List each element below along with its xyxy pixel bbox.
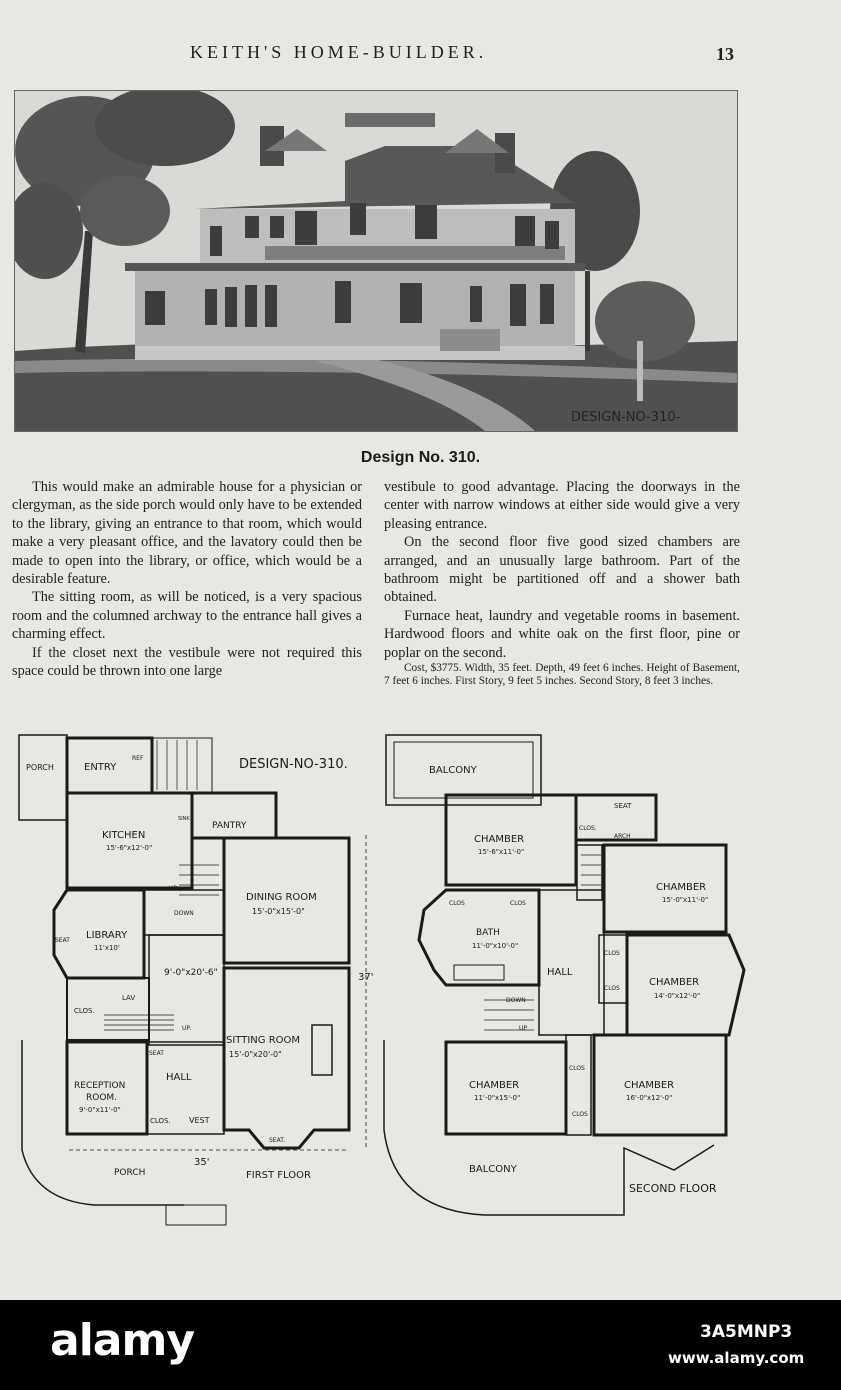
room-dimension: 11'x10': [94, 944, 120, 952]
paragraph: On the second floor five good sized chambers are arranged, and an unusually large bathroom. Part of the bathroom might be partitioned off and a shower bath obtained.: [384, 534, 740, 606]
room-label: SITTING ROOM: [226, 1035, 301, 1046]
room-label: HALL: [166, 1072, 192, 1083]
room-dimension: 11'-0"x10'-0": [472, 942, 519, 950]
room-label: DOWN: [174, 910, 194, 917]
room-label: BALCONY: [429, 765, 477, 776]
room-label: CLOS.: [579, 825, 597, 832]
design-label: DESIGN-NO-310.: [239, 757, 348, 772]
room-label: CLOS: [449, 900, 465, 907]
room-label: UP: [519, 1025, 528, 1032]
room-label: DINING ROOM: [246, 892, 317, 903]
room-label: CLOS: [572, 1111, 588, 1118]
room-label: SINK: [178, 816, 190, 822]
room-label: PORCH: [26, 763, 54, 772]
room-label: CHAMBER: [649, 977, 700, 988]
illustration-caption: DESIGN-NO-310-: [571, 410, 681, 425]
room-dimension: 15'-0"x20'-0": [229, 1050, 282, 1059]
site-url-link[interactable]: www.alamy.com: [668, 1349, 805, 1367]
brand-logo[interactable]: alamy: [50, 1315, 194, 1366]
paragraph: vestibule to good advantage. Placing the doorways in the center with narrow windows at either side would give a very pleasing entrance.: [384, 479, 740, 532]
room-label: CLOS: [569, 1065, 585, 1072]
room-label: SEAT.: [269, 1137, 286, 1144]
room-label: HALL: [547, 967, 573, 978]
room-label: CHAMBER: [624, 1080, 675, 1091]
room-label: SEAT: [55, 937, 70, 944]
room-label: LAV: [122, 994, 136, 1002]
text-column-left: [12, 478, 362, 680]
room-label: CHAMBER: [656, 882, 707, 893]
paragraph: Furnace heat, laundry and vegetable rooms in basement. Hardwood floors and white oak on the first floor, pine or poplar on the second.: [384, 607, 740, 661]
room-label: DOWN: [506, 997, 526, 1004]
design-heading: Design No. 310.: [360, 449, 481, 466]
room-label: VEST: [189, 1116, 210, 1125]
room-label: LIBRARY: [86, 930, 128, 941]
floor-title: SECOND FLOOR: [629, 1182, 717, 1195]
floor-plans: [14, 730, 759, 1230]
room-label: BATH: [476, 928, 500, 938]
room-label: CHAMBER: [474, 834, 525, 845]
room-dimension: 16'-0"x12'-0": [626, 1094, 673, 1102]
page-number: 13: [716, 44, 734, 64]
depth-dimension: 37': [358, 972, 374, 983]
room-dimension: 9'-0"x20'-6": [164, 968, 218, 978]
room-dimension: 15'-6"x12'-0": [106, 844, 153, 852]
room-label: ROOM.: [86, 1093, 118, 1103]
room-label: RECEPTION: [74, 1081, 126, 1091]
room-label: PANTRY: [212, 821, 247, 831]
room-label: SEAT: [614, 802, 632, 810]
running-header: KEITH'S HOME-BUILDER.: [190, 42, 488, 62]
paragraph: If the closet next the vestibule were not required this space could be thrown into one large: [12, 644, 362, 680]
room-dimension: 11'-0"x15'-0": [474, 1094, 521, 1102]
room-label: KITCHEN: [102, 830, 146, 841]
floor-title: FIRST FLOOR: [246, 1170, 311, 1181]
room-label: CLOS: [604, 985, 620, 992]
room-label: ENTRY: [84, 762, 117, 773]
text-column-right: [384, 478, 740, 687]
room-label: CLOS.: [74, 1007, 95, 1015]
room-dimension: 14'-0"x12'-0": [654, 992, 701, 1000]
room-label: UP.: [182, 1025, 191, 1032]
room-label: CLOS: [604, 950, 620, 957]
room-label: REF: [132, 755, 144, 762]
paragraph: This would make an admirable house for a physician or clergyman, as the side porch would only have to be extended to the library, giving an entrance to that room, which would make a very pleasant office, and the lavatory could then be made to open into the library, or office, which would be a desirable feature.: [12, 479, 362, 588]
width-dimension: 35': [194, 1157, 210, 1168]
image-id: 3A5MNP3: [700, 1322, 793, 1342]
room-label: BALCONY: [469, 1164, 517, 1175]
room-label: SEAT: [149, 1050, 164, 1057]
room-label: CLOS.: [150, 1117, 171, 1125]
room-dimension: 15'-0"x15'-0": [252, 907, 305, 916]
house-illustration: [14, 90, 738, 432]
room-label: UP: [169, 885, 178, 892]
room-dimension: 15'-0"x11'-0": [662, 896, 709, 904]
specifications: Cost, $3775. Width, 35 feet. Depth, 49 feet 6 inches. Height of Basement, 7 feet 6 inches. First Story, 9 feet 5 inches. Second Story, 8 feet 3 inches.: [384, 662, 740, 687]
room-label: CHAMBER: [469, 1080, 520, 1091]
room-label: PORCH: [114, 1168, 146, 1178]
room-label: CLOS: [510, 900, 526, 907]
room-label: ARCH: [614, 833, 631, 840]
paragraph: The sitting room, as will be noticed, is a very spacious room and the columned archway to the entrance hall gives a charming effect.: [12, 589, 362, 643]
room-dimension: 15'-6"x11'-0": [478, 848, 525, 856]
room-dimension: 9'-0"x11'-0": [79, 1106, 121, 1114]
